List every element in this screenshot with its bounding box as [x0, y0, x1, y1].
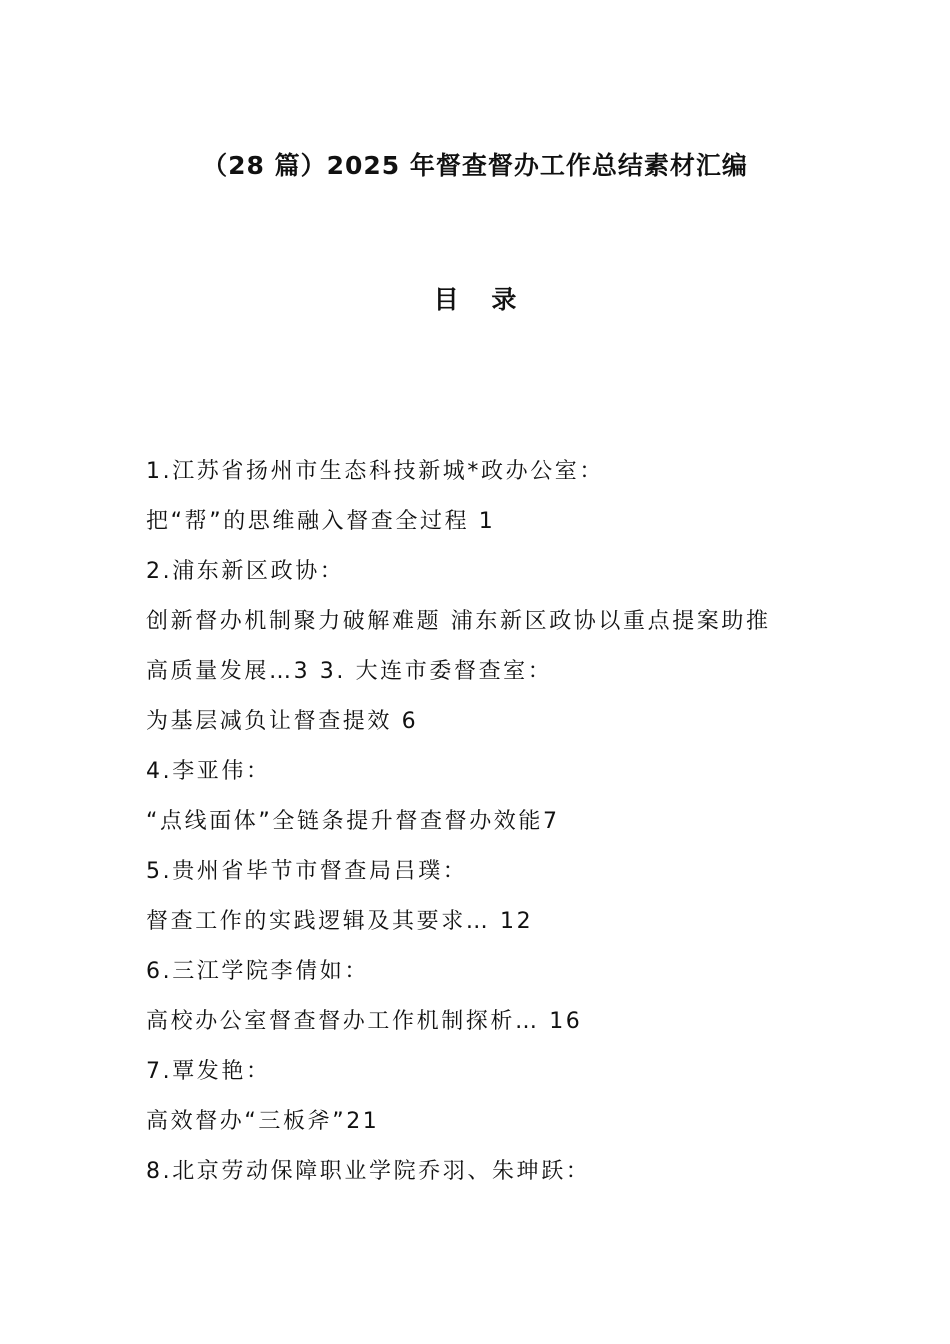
toc-line: 6.三江学院李倩如：: [146, 959, 369, 984]
toc-line: 8.北京劳动保障职业学院乔羽、朱珅跃：: [146, 1159, 591, 1184]
toc-line: 创新督办机制聚力破解难题 浦东新区政协以重点提案助推: [146, 609, 771, 634]
table-of-contents: [146, 454, 826, 1204]
toc-line: 7.覃发艳：: [146, 1059, 271, 1084]
toc-line: 4.李亚伟：: [146, 759, 271, 784]
document-title: （28 篇）2025 年督查督办工作总结素材汇编: [202, 151, 748, 180]
toc-line: 高校办公室督查督办工作机制探析… 16: [146, 1009, 583, 1034]
toc-line: 把“帮”的思维融入督查全过程 1: [146, 509, 496, 534]
toc-line: 5.贵州省毕节市督查局吕璞：: [146, 859, 468, 884]
toc-heading: 目 录: [433, 285, 529, 314]
toc-line: 高效督办“三板斧”21: [146, 1109, 380, 1134]
toc-line: “点线面体”全链条提升督查督办效能7: [146, 809, 560, 834]
toc-line: 2.浦东新区政协：: [146, 559, 345, 584]
toc-line: 高质量发展…3 3. 大连市委督查室：: [146, 659, 553, 684]
toc-line: 为基层减负让督查提效 6: [146, 709, 419, 734]
toc-line: 督查工作的实践逻辑及其要求… 12: [146, 909, 534, 934]
toc-line: 1.江苏省扬州市生态科技新城*政办公室：: [146, 459, 604, 484]
